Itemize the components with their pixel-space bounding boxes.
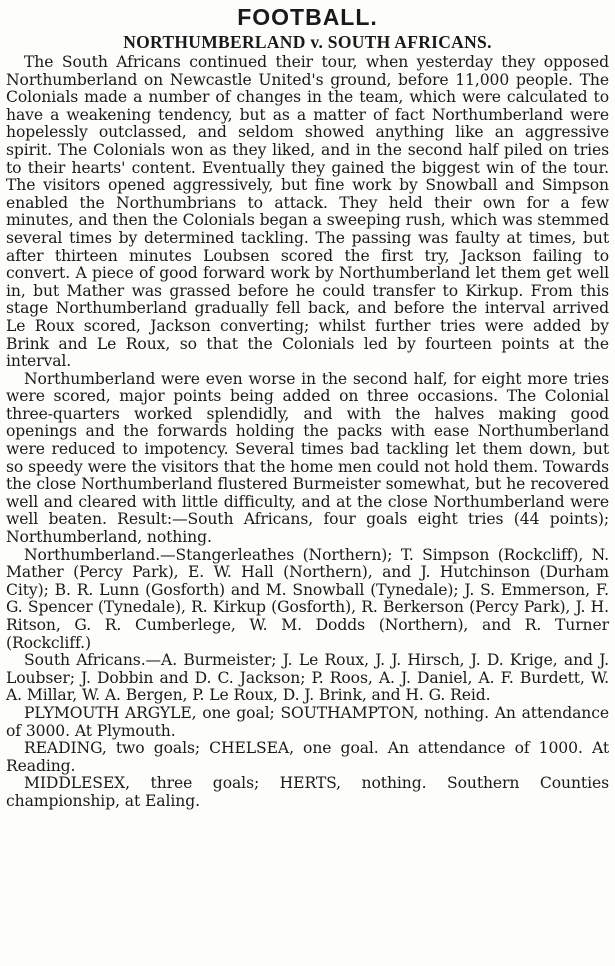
article-paragraph-match-report: The South Africans continued their tour, when yesterday they opposed Northumberland on Newcastle United's ground, before 11,000 people. The Colonials made a number of changes in the team, which were calculated to have a weakening tendency, but as a matter of fact Northumberland were hopelessly outclassed, and seldom showed anything like an aggressive spirit. The Colonials won as they liked, and in the second half piled on tries to their hearts' content. Eventually they gained the biggest win of the tour. The visitors opened aggressively, but fine work by Snowball and Simpson enabled the Northumbrians to attack. They held their own for a few minutes, and then the Colonials began a sweeping rush, which was stemmed several times by determined tackling. The passing was faulty at times, but after thirteen minutes Loubsen scored the first try, Jackson failing to convert. A piece of good forward work by Northumberland let them get well in, but Mather was grassed before he could transfer to Kirkup. From this stage Northumberland gradually fell back, and before the interval arrived Le Roux scored, Jackson converting; whilst further tries were added by Brink and Le Roux, so that the Colonials led by fourteen points at the interval.: [6, 53, 609, 371]
article-paragraph-reading-result: READING, two goals; CHELSEA, one goal. An attendance of 1000. At Reading.: [6, 739, 609, 775]
section-title: FOOTBALL.: [237, 4, 378, 30]
article-headline: NORTHUMBERLAND v. SOUTH AFRICANS.: [123, 32, 492, 52]
article-paragraph-plymouth-result: PLYMOUTH ARGYLE, one goal; SOUTHAMPTON, nothing. An attendance of 3000. At Plymouth.: [6, 703, 609, 740]
article-paragraph-south-africans-team: South Africans.—A. Burmeister; J. Le Roux, J. J. Hirsch, J. D. Krige, and J. Loubser; J. Dobbin and D. C. Jackson; P. Roos, A. J. Daniel, A. F. Burdett, W. A. Millar, W. A. Bergen, P. Le Roux, D. J. Brink, and H. G. Reid.: [6, 651, 609, 705]
article-paragraph-northumberland-team: Northumberland.—Stangerleathes (Northern); T. Simpson (Rockcliff), N. Mather (Percy Park), E. W. Hall (Northern), and J. Hutchinson (Durham City); B. R. Lunn (Gosforth) and M. Snowball (Tynedale); J. S. Emmerson, F. G. Spencer (Tynedale), R. Kirkup (Gosforth), R. Berkerson (Percy Park), J. H. Ritson, G. R. Cumberlege, W. M. Dodds (Northern), and R. Turner (Rockcliff.): [6, 545, 609, 652]
article-body: [0, 54, 615, 811]
article-paragraph-second-half: Northumberland were even worse in the second half, for eight more tries were scored, major points being added on three occasions. The Colonial three-quarters worked splendidly, and with the halves making good openings and the forwards holding the packs with ease Northumberland were reduced to impotency. Several times bad tackling let them down, but so speedy were the visitors that the home men could not hold them. Towards the close Northumberland flustered Burmeister somewhat, but he recovered well and cleared with little difficulty, and at the close Northumberland were well beaten. Result:—South Africans, four goals eight tries (44 points); Northumberland, nothing.: [6, 369, 609, 547]
article-paragraph-middlesex-result: MIDDLESEX, three goals; HERTS, nothing. Southern Counties championship, at Ealing.: [6, 774, 609, 810]
